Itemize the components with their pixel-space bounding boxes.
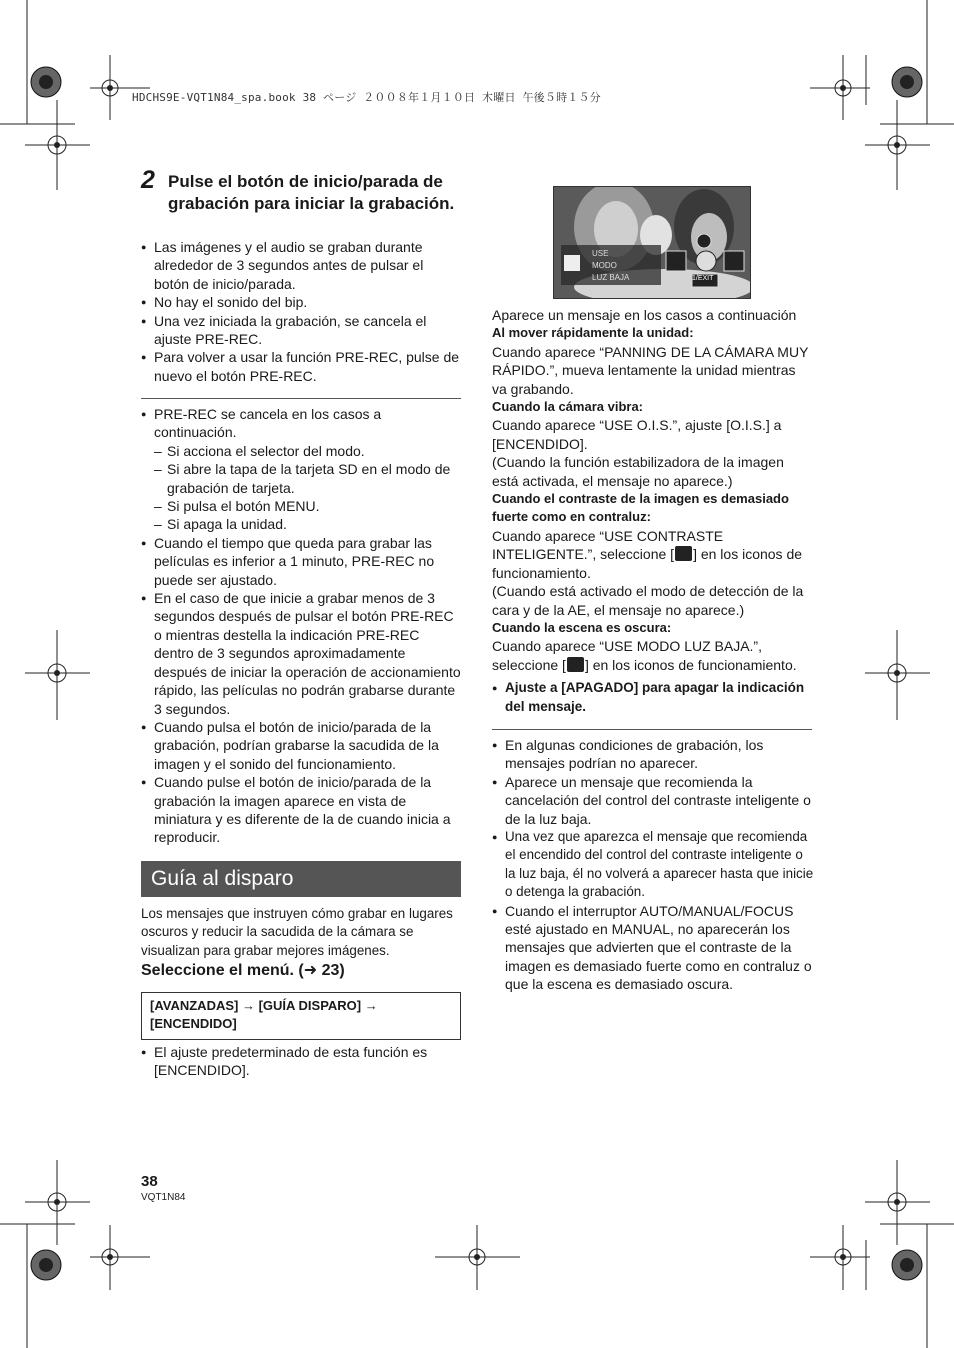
case-body [492,527,814,582]
print-header: HDCHS9E-VQT1N84_spa.book 38 ページ ２００８年１月１０日 木曜日 午後５時１５分 [132,91,601,104]
menu-path-box: [AVANZADAS] → [GUÍA DISPARO] → [ENCENDIDO] [141,992,461,1040]
divider [492,729,812,730]
list-item: ● Cuando el tiempo que queda para grabar las películas es inferior a 1 minuto, PRE-REC no puede ser ajustado. [141,534,461,589]
list-item: – Si apaga la unidad. [154,515,461,533]
case-body: Cuando aparece “USE O.I.S.”, ajuste [O.I.S.] a [ENCENDIDO]. [492,417,782,452]
low-light-icon [567,657,584,672]
right-intro: Aparece un mensaje en los casos a continuación [492,307,797,323]
screen-photo [553,186,751,299]
list-item: ● Cuando pulsa el botón de inicio/parada de la grabación, podrían grabarse la sacudida de la imagen y el sonido del funcionamiento. [141,718,461,773]
step-bullets [141,238,461,385]
case-extra: (Cuando la función estabilizadora de la imagen está activada, el mensaje no aparece.) [492,454,784,489]
case-body [492,637,814,674]
case-body-text: Cuando aparece “USE CONTRASTE INTELIGENTE.”, seleccione [ [492,527,724,563]
list-item [141,405,461,534]
right-column [492,306,814,716]
list-item: ● Ajuste a [APAGADO] para apagar la indicación del mensaje. [492,679,814,716]
list-item: ● Cuando pulse el botón de inicio/parada de la grabación la imagen aparece en vista de miniatura y es diferente de la de cuando inicia a reproducir. [141,773,461,847]
list-item: ● Las imágenes y el audio se graban durante alrededor de 3 segundos antes de pulsar el botón de inicio/parada. [141,238,461,293]
case-heading: Cuando el contraste de la imagen es demasiado fuerte como en contraluz: [492,491,789,525]
model-code: VQT1N84 [141,1192,186,1203]
select-menu-heading: Seleccione el menú. (➜ 23) [141,962,345,979]
overlay-line-3: LUZ BAJA [592,273,630,282]
exit-badge: 1/EXIT [692,275,714,282]
list-item: ● El ajuste predeterminado de esta función es [ENCENDIDO]. [141,1043,461,1080]
section-title: Guía al disparo [141,861,461,897]
list-item: ● En el caso de que inicie a grabar menos de 3 segundos después de pulsar el botón PRE-REC o mientras destella la indicación PRE-REC dentro de 3 segundos aproximadamente después de iniciar la operación de accionamiento rápido, las películas no podrán grabarse durante 3 segundos. [141,589,461,718]
list-item: – Si pulsa el botón MENU. [154,497,461,515]
photo-illustration [554,187,750,298]
step-title: Pulse el botón de inicio/parada de grabación para iniciar la grabación. [168,172,455,213]
case-extra: (Cuando está activado el modo de detección de la cara y de la AE, el mensaje no aparece.) [492,583,804,618]
case-heading: Cuando la escena es oscura: [492,619,672,635]
list-item: ● Una vez que aparezca el mensaje que recomienda el encendido del control del contraste inteligente o la luz baja, él no volverá a aparecer hasta que inicie o detenga la grabación. [492,828,814,902]
case-body-text: Cuando aparece “USE MODO LUZ BAJA.”, seleccione [ [492,638,762,673]
list-item: ● No hay el sonido del bip. [141,293,461,311]
list-item: ● En algunas condiciones de grabación, los mensajes podrían no aparecer. [492,736,814,773]
overlay-line-2: MODO [592,261,617,270]
list-item: ● Una vez iniciada la grabación, se cancela el ajuste PRE-REC. [141,312,461,349]
default-note [141,1043,461,1080]
list-item: – Si abre la tapa de la tarjeta SD en el modo de grabación de tarjeta. [154,460,461,497]
list-item: ● Aparece un mensaje que recomienda la cancelación del control del contraste inteligente o de la luz baja. [492,773,814,828]
case-body-text: ] en los iconos de funcionamiento. [584,656,797,673]
case-heading: Al mover rápidamente la unidad: [492,325,694,341]
right-notes [492,736,814,994]
list-item: – Si acciona el selector del modo. [154,442,461,460]
notes-left [141,405,461,847]
note-intro: PRE-REC se cancela en los casos a continuación. [154,406,382,441]
divider [141,398,461,399]
list-item: ● Cuando el interruptor AUTO/MANUAL/FOCUS esté ajustado en MANUAL, no aparecerán los mensajes que advierten que el contraste de la imagen es demasiado fuerte como en contraluz o que la escena es demasiado oscura. [492,902,814,994]
step-number: 2 [141,166,155,194]
page-number: 38 [141,1173,158,1190]
section-intro: Los mensajes que instruyen cómo grabar en lugares oscuros y reducir la sacudida de la cámara se visualizan para grabar mejores imágenes. [141,906,453,958]
case-heading: Cuando la cámara vibra: [492,399,643,415]
case-body-text: ] en los iconos de funcionamiento. [492,546,803,581]
overlay-line-1: USE [592,249,609,258]
intelligent-contrast-icon [675,546,692,561]
case-body: Cuando aparece “PANNING DE LA CÁMARA MUY RÁPIDO.”, mueva lentamente la unidad mientras va grabando. [492,343,809,397]
list-item: ● Para volver a usar la función PRE-REC, pulse de nuevo el botón PRE-REC. [141,348,461,385]
